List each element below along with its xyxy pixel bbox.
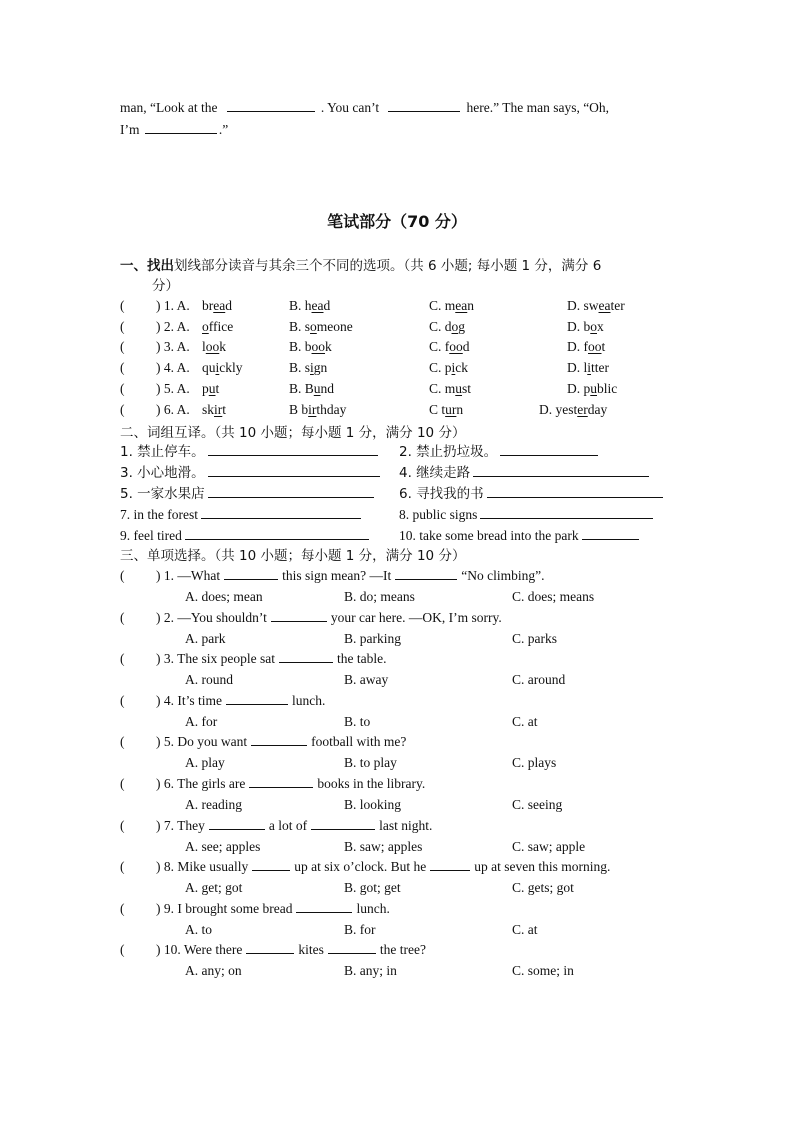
option-text: thday: [316, 401, 347, 417]
answer-bracket[interactable]: (: [120, 942, 125, 958]
answer-bracket[interactable]: (: [120, 900, 125, 916]
text: 4. 继续走路: [399, 465, 471, 481]
text: up at six o’clock. But he: [294, 859, 427, 875]
option-text: qu: [202, 360, 216, 376]
listening-line-1: man, “Look at the . You can’t here.” The man says, “Oh,: [120, 100, 610, 115]
option-text: k: [219, 339, 227, 355]
option-b[interactable]: [289, 337, 332, 357]
question-number: ) 1. A.: [156, 298, 190, 313]
underlined-letters: u: [590, 380, 597, 396]
option-text: D. f: [567, 339, 588, 355]
answer-blank[interactable]: [480, 505, 653, 519]
option-text: l: [202, 339, 206, 355]
text: a lot of: [268, 817, 308, 833]
option-text: B. h: [289, 298, 312, 313]
question-text: [156, 899, 390, 919]
answer-bracket[interactable]: (: [120, 318, 125, 334]
underlined-letters: u: [455, 380, 463, 396]
question-text: [156, 774, 425, 794]
answer-bracket[interactable]: (: [120, 609, 125, 625]
text: ) 2. —You shouldn’t: [156, 609, 267, 625]
option-text: D. sw: [567, 298, 599, 313]
option-text: B b: [289, 401, 309, 417]
translation-item: [120, 526, 369, 546]
answer-blank[interactable]: [430, 857, 470, 871]
translation-item: [399, 505, 653, 525]
answer-bracket[interactable]: (: [120, 734, 125, 750]
underlined-letters: o: [310, 318, 317, 334]
option-b[interactable]: B. looking: [344, 797, 402, 812]
answer-blank[interactable]: [279, 649, 333, 663]
option-a[interactable]: [202, 337, 226, 357]
underlined-letters: o: [451, 318, 459, 334]
translation-item: [120, 442, 378, 462]
option-b[interactable]: [289, 317, 353, 337]
option-b[interactable]: B. saw; apples: [344, 838, 423, 854]
option-text: ter: [610, 298, 625, 313]
question-number: ) 4. A.: [156, 360, 190, 376]
option-text: g: [458, 318, 466, 334]
question-text: [156, 566, 544, 586]
answer-blank[interactable]: [395, 566, 457, 580]
underlined-letters: ea: [598, 298, 611, 313]
option-c[interactable]: C. at: [512, 713, 538, 729]
text: ) 10. Were there: [156, 942, 243, 958]
option-c[interactable]: [429, 317, 465, 337]
answer-blank[interactable]: [311, 816, 375, 830]
text: 8. public signs: [399, 507, 478, 522]
option-c[interactable]: [429, 379, 471, 399]
underlined-letters: i: [310, 360, 314, 376]
option-d[interactable]: [567, 296, 625, 316]
option-b[interactable]: B. for: [344, 921, 376, 937]
option-b[interactable]: B. parking: [344, 630, 401, 646]
option-c[interactable]: C. plays: [512, 755, 557, 771]
option-a[interactable]: A. reading: [185, 797, 242, 812]
translation-item: [399, 484, 663, 504]
answer-blank[interactable]: [500, 442, 598, 456]
option-b[interactable]: B. any; in: [344, 963, 397, 979]
option-text: gn: [313, 360, 328, 376]
option-text: t: [222, 401, 227, 417]
option-b[interactable]: B. to: [344, 713, 371, 729]
translation-item: [399, 526, 639, 546]
option-a[interactable]: A. park: [185, 630, 226, 646]
answer-blank[interactable]: [296, 899, 352, 913]
option-b[interactable]: [289, 358, 327, 378]
answer-blank[interactable]: [201, 505, 361, 519]
option-a[interactable]: A. get; got: [185, 880, 243, 896]
answer-bracket[interactable]: (: [120, 692, 125, 708]
option-text: blic: [597, 380, 618, 396]
question-text: [156, 732, 406, 752]
question-text: [156, 940, 426, 960]
answer-blank[interactable]: [271, 608, 327, 622]
answer-bracket[interactable]: (: [120, 298, 125, 313]
option-d[interactable]: [567, 379, 617, 399]
option-d[interactable]: [567, 317, 604, 337]
text: 9. feel tired: [120, 528, 182, 543]
option-text: D. p: [567, 380, 591, 396]
text: books in the library.: [317, 776, 426, 791]
option-a[interactable]: [202, 317, 233, 337]
option-text: ck: [455, 360, 469, 376]
option-b[interactable]: B. got; get: [344, 880, 401, 896]
text: ) 7. They: [156, 817, 205, 833]
option-text: ckly: [219, 360, 243, 376]
underlined-letters: ir: [308, 401, 317, 417]
option-c[interactable]: C. seeing: [512, 797, 563, 812]
option-text: n: [467, 298, 474, 313]
answer-blank[interactable]: [208, 484, 374, 498]
option-b[interactable]: [289, 296, 330, 316]
option-c[interactable]: C. saw; apple: [512, 838, 586, 854]
answer-blank[interactable]: [249, 774, 313, 788]
option-b[interactable]: B. to play: [344, 755, 397, 771]
option-text: t: [601, 339, 606, 355]
question-text: [156, 691, 325, 711]
text: 1. 禁止停车。: [120, 444, 205, 460]
answer-bracket[interactable]: (: [120, 859, 125, 875]
option-c[interactable]: C. does; means: [512, 589, 595, 604]
answer-bracket[interactable]: (: [120, 339, 125, 355]
answer-blank[interactable]: [246, 940, 294, 954]
text: this sign mean? —It: [282, 568, 392, 583]
option-a[interactable]: A. to: [185, 921, 212, 937]
option-a[interactable]: [202, 400, 226, 420]
answer-bracket[interactable]: (: [120, 360, 125, 376]
option-text: br: [202, 298, 214, 313]
option-a[interactable]: A. any; on: [185, 963, 242, 979]
option-a[interactable]: A. does; mean: [185, 589, 263, 604]
option-text: sk: [202, 401, 215, 417]
answer-bracket[interactable]: (: [120, 817, 125, 833]
option-text: k: [325, 339, 332, 355]
underlined-letters: ir: [214, 401, 223, 417]
option-a[interactable]: [202, 358, 243, 378]
underlined-letters: oo: [311, 339, 326, 355]
underlined-letters: i: [451, 360, 456, 376]
section1-title: 一、找出划线部分读音与其余三个不同的选项。（共 6 小题; 每小题 1 分，满分 6: [120, 258, 602, 274]
option-text: d: [462, 339, 470, 355]
section1-title-cont: 分）: [152, 278, 179, 294]
text: 10. take some bread into the park: [399, 528, 579, 543]
text: ) 9. I brought some bread: [156, 900, 293, 916]
translation-item: [120, 484, 374, 504]
option-text: B. s: [289, 318, 311, 334]
option-text: C. m: [429, 380, 456, 396]
text: lunch.: [292, 692, 326, 708]
option-text: d: [323, 298, 331, 313]
option-text: D. l: [567, 360, 588, 376]
written-part-title: 笔试部分（70 分）: [327, 212, 467, 231]
option-a[interactable]: A. round: [185, 672, 233, 688]
option-d[interactable]: [567, 337, 605, 357]
text: ) 5. Do you want: [156, 734, 248, 750]
answer-bracket[interactable]: (: [120, 776, 125, 791]
text: “No climbing”.: [461, 568, 545, 583]
question-text: [156, 608, 502, 628]
option-c[interactable]: C. gets; got: [512, 880, 574, 896]
option-b[interactable]: [289, 379, 334, 399]
underlined-letters: er: [577, 401, 588, 417]
option-text: x: [597, 318, 604, 334]
option-a[interactable]: [202, 379, 219, 399]
option-c[interactable]: C. around: [512, 672, 566, 688]
answer-blank[interactable]: [224, 566, 278, 580]
option-text: meone: [316, 318, 353, 334]
underlined-letters: i: [215, 360, 220, 376]
answer-blank[interactable]: [226, 691, 288, 705]
option-c[interactable]: C. parks: [512, 630, 557, 646]
option-text: C. m: [429, 298, 456, 313]
answer-bracket[interactable]: (: [120, 651, 125, 667]
question-number: ) 5. A.: [156, 380, 190, 396]
option-text: D. yest: [539, 401, 578, 417]
question-number: ) 3. A.: [156, 339, 190, 355]
text: 6. 寻找我的书: [399, 486, 484, 502]
option-a[interactable]: [202, 296, 232, 316]
text: football with me?: [311, 734, 407, 750]
answer-blank[interactable]: [388, 98, 460, 112]
option-a[interactable]: A. play: [185, 755, 225, 771]
underlined-letters: ea: [455, 298, 468, 313]
section3-title: 三、单项选择。（共 10 小题；每小题 1 分，满分 10 分）: [120, 548, 466, 564]
option-b[interactable]: B. away: [344, 672, 389, 688]
option-text: B. s: [289, 360, 311, 376]
answer-bracket[interactable]: (: [120, 380, 125, 396]
option-d[interactable]: [539, 400, 607, 420]
text: 7. in the forest: [120, 507, 198, 522]
question-number: ) 2. A.: [156, 318, 190, 334]
text: lunch.: [356, 900, 390, 916]
option-text: C. d: [429, 318, 452, 334]
underlined-letters: oo: [588, 339, 602, 355]
underlined-letters: oo: [449, 339, 463, 355]
text: ) 3. The six people sat: [156, 651, 275, 667]
underlined-letters: ur: [445, 401, 457, 417]
option-c[interactable]: [429, 296, 474, 316]
answer-blank[interactable]: [145, 120, 217, 134]
option-text: day: [587, 401, 608, 417]
option-a[interactable]: A. see; apples: [185, 838, 261, 854]
underlined-letters: o: [590, 318, 597, 334]
option-text: C. p: [429, 360, 452, 376]
answer-blank[interactable]: [185, 526, 369, 540]
text: the table.: [336, 651, 387, 667]
option-text: nd: [320, 380, 335, 396]
option-text: p: [202, 380, 209, 396]
option-text: t: [215, 380, 220, 396]
option-text: tter: [591, 360, 610, 376]
option-text: C. f: [429, 339, 450, 355]
answer-blank[interactable]: [251, 732, 307, 746]
text: ) 8. Mike usually: [156, 859, 249, 875]
question-text: [156, 816, 432, 836]
text: ) 6. The girls are: [156, 776, 246, 791]
answer-blank[interactable]: [473, 463, 649, 477]
option-text: ffice: [208, 318, 234, 334]
answer-bracket[interactable]: (: [120, 401, 125, 417]
answer-blank[interactable]: [582, 526, 639, 540]
text: 5. 一家水果店: [120, 486, 205, 502]
answer-blank[interactable]: [487, 484, 663, 498]
answer-blank[interactable]: [227, 98, 315, 112]
option-c[interactable]: C. some; in: [512, 963, 574, 979]
text: last night.: [379, 817, 433, 833]
option-text: st: [462, 380, 472, 396]
answer-bracket[interactable]: (: [120, 568, 125, 583]
option-text: B. B: [289, 380, 314, 396]
option-a[interactable]: A. for: [185, 713, 218, 729]
translation-item: [399, 442, 598, 462]
translation-item: [120, 463, 380, 483]
option-text: n: [456, 401, 464, 417]
text: the tree?: [379, 942, 426, 958]
underlined-letters: oo: [205, 339, 220, 355]
answer-blank[interactable]: [208, 442, 378, 456]
translation-item: [399, 463, 649, 483]
listening-line-2: I’m .”: [120, 122, 229, 137]
option-text: B. b: [289, 339, 312, 355]
underlined-letters: i: [587, 360, 592, 376]
option-c[interactable]: C. at: [512, 921, 538, 937]
text: ) 4. It’s time: [156, 692, 222, 708]
answer-blank[interactable]: [208, 463, 380, 477]
option-c[interactable]: [429, 358, 468, 378]
section2-title: 二、词组互译。（共 10 小题；每小题 1 分，满分 10 分）: [120, 425, 466, 441]
text: up at seven this morning.: [474, 859, 611, 875]
underlined-letters: ea: [213, 298, 226, 313]
underlined-letters: o: [202, 318, 209, 334]
text: kites: [298, 942, 324, 958]
option-b[interactable]: B. do; means: [344, 589, 415, 604]
underlined-letters: u: [313, 380, 321, 396]
answer-blank[interactable]: [328, 940, 376, 954]
answer-blank[interactable]: [252, 857, 290, 871]
option-text: D. b: [567, 318, 591, 334]
underlined-letters: ea: [311, 298, 324, 313]
translation-item: [120, 505, 361, 525]
option-text: C t: [429, 401, 446, 417]
question-text: [156, 857, 610, 877]
option-c[interactable]: [429, 337, 470, 357]
option-c[interactable]: [429, 400, 463, 420]
question-number: ) 6. A.: [156, 401, 190, 417]
underlined-letters: u: [208, 380, 216, 396]
answer-blank[interactable]: [209, 816, 265, 830]
text: your car here. —OK, I’m sorry.: [330, 609, 502, 625]
text: ) 1. —What: [156, 568, 221, 583]
option-text: d: [225, 298, 232, 313]
text: 3. 小心地滑。: [120, 465, 205, 481]
option-d[interactable]: [567, 358, 609, 378]
text: 2. 禁止扔垃圾。: [399, 444, 498, 460]
question-text: [156, 649, 386, 669]
option-b[interactable]: [289, 400, 346, 420]
